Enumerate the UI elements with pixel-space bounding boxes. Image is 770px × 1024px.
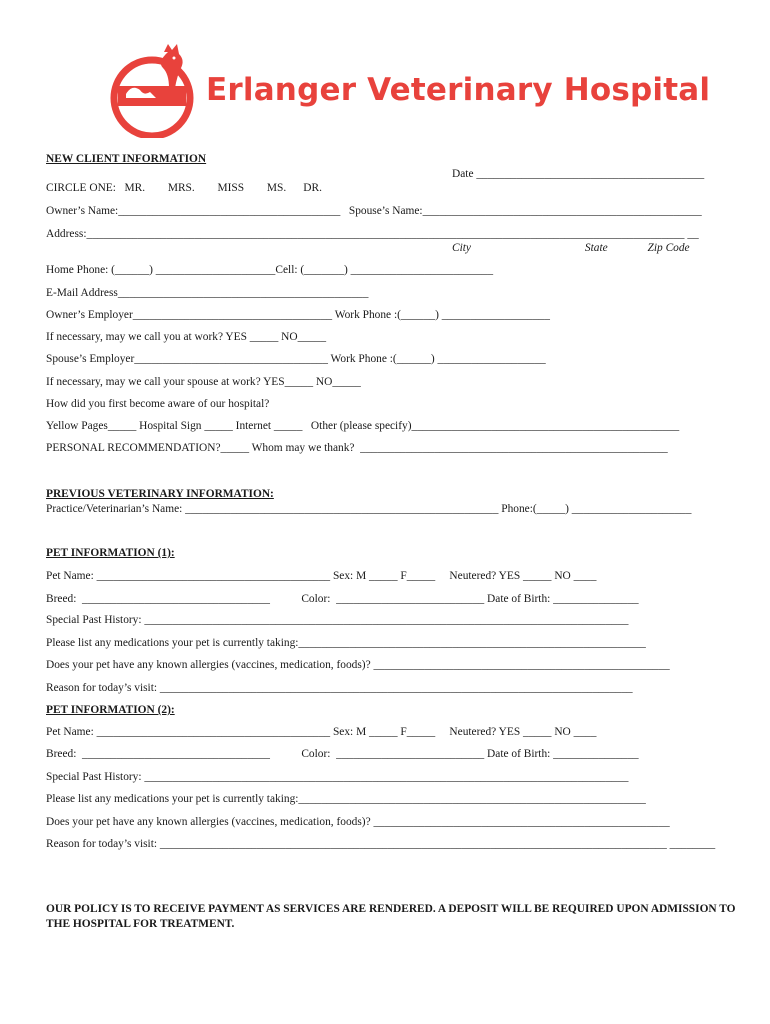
pet1-medications-field[interactable]: Please list any medications your pet is currently taking:_____________________________________________________________ <box>46 637 646 649</box>
address-field[interactable]: Address:_________________________________________________________________________________________________________ __ <box>46 228 699 240</box>
aware-question: How did you first become aware of our hospital? <box>46 398 270 410</box>
section-title-previous-vet: PREVIOUS VETERINARY INFORMATION: <box>46 488 274 500</box>
section-title-pet-2: PET INFORMATION (2): <box>46 704 175 716</box>
hospital-logo <box>108 42 198 138</box>
owner-spouse-name-field[interactable]: Owner’s Name:_______________________________________ Spouse’s Name:_________________________________________________ <box>46 205 702 217</box>
pet1-name-field[interactable]: Pet Name: _________________________________________ Sex: M _____ F_____ Neutered? YES _____ NO ____ <box>46 570 597 582</box>
section-title-new-client: NEW CLIENT INFORMATION <box>46 153 207 165</box>
owner-employer-field[interactable]: Owner’s Employer___________________________________ Work Phone :(______) ___________________ <box>46 309 550 321</box>
pet2-name-field[interactable]: Pet Name: _________________________________________ Sex: M _____ F_____ Neutered? YES _____ NO ____ <box>46 726 597 738</box>
call-spouse-field[interactable]: If necessary, may we call your spouse at work? YES_____ NO_____ <box>46 376 361 388</box>
pet2-reason-field[interactable]: Reason for today’s visit: _________________________________________________________________________________________ ________ <box>46 838 716 850</box>
call-at-work-field[interactable]: If necessary, may we call you at work? YES _____ NO_____ <box>46 331 327 343</box>
date-field[interactable]: Date ________________________________________ <box>452 168 705 180</box>
payment-policy: OUR POLICY IS TO RECEIVE PAYMENT AS SERVICES ARE RENDERED. A DEPOSIT WILL BE REQUIRED UPON ADMISSION TO THE HOSPITAL FOR TREATMENT. <box>46 903 736 930</box>
title-options[interactable]: CIRCLE ONE: MR. MRS. MISS MS. DR. <box>46 182 322 194</box>
pet2-medications-field[interactable]: Please list any medications your pet is currently taking:_____________________________________________________________ <box>46 793 646 805</box>
pet1-reason-field[interactable]: Reason for today’s visit: ___________________________________________________________________________________ <box>46 682 633 694</box>
address-sublabels: City State Zip Code <box>452 242 690 254</box>
pet1-breed-field[interactable]: Breed: _________________________________ Color: __________________________ Date of Birth: _______________ <box>46 593 639 605</box>
referral-sources-field[interactable]: Yellow Pages_____ Hospital Sign _____ Internet _____ Other (please specify)_______________________________________________ <box>46 420 680 432</box>
pet2-breed-field[interactable]: Breed: _________________________________ Color: __________________________ Date of Birth: _______________ <box>46 748 639 760</box>
email-field[interactable]: E-Mail Address____________________________________________ <box>46 287 369 299</box>
spouse-employer-field[interactable]: Spouse’s Employer__________________________________ Work Phone :(______) ___________________ <box>46 353 546 365</box>
phone-field[interactable]: Home Phone: (______) _____________________Cell: (_______) _________________________ <box>46 264 494 276</box>
practice-field[interactable]: Practice/Veterinarian’s Name: _______________________________________________________ Phone:(_____) _____________________ <box>46 503 692 515</box>
hospital-name: Erlanger Veterinary Hospital <box>206 72 711 108</box>
pet2-allergies-field[interactable]: Does your pet have any known allergies (vaccines, medication, foods)? ____________________________________________________ <box>46 816 670 828</box>
pet2-history-field[interactable]: Special Past History: _____________________________________________________________________________________ <box>46 771 629 783</box>
pet1-history-field[interactable]: Special Past History: _____________________________________________________________________________________ <box>46 614 629 626</box>
recommendation-field[interactable]: PERSONAL RECOMMENDATION?_____ Whom may we thank? ______________________________________________________ <box>46 442 668 454</box>
section-title-pet-1: PET INFORMATION (1): <box>46 547 175 559</box>
pet1-allergies-field[interactable]: Does your pet have any known allergies (vaccines, medication, foods)? ____________________________________________________ <box>46 659 670 671</box>
